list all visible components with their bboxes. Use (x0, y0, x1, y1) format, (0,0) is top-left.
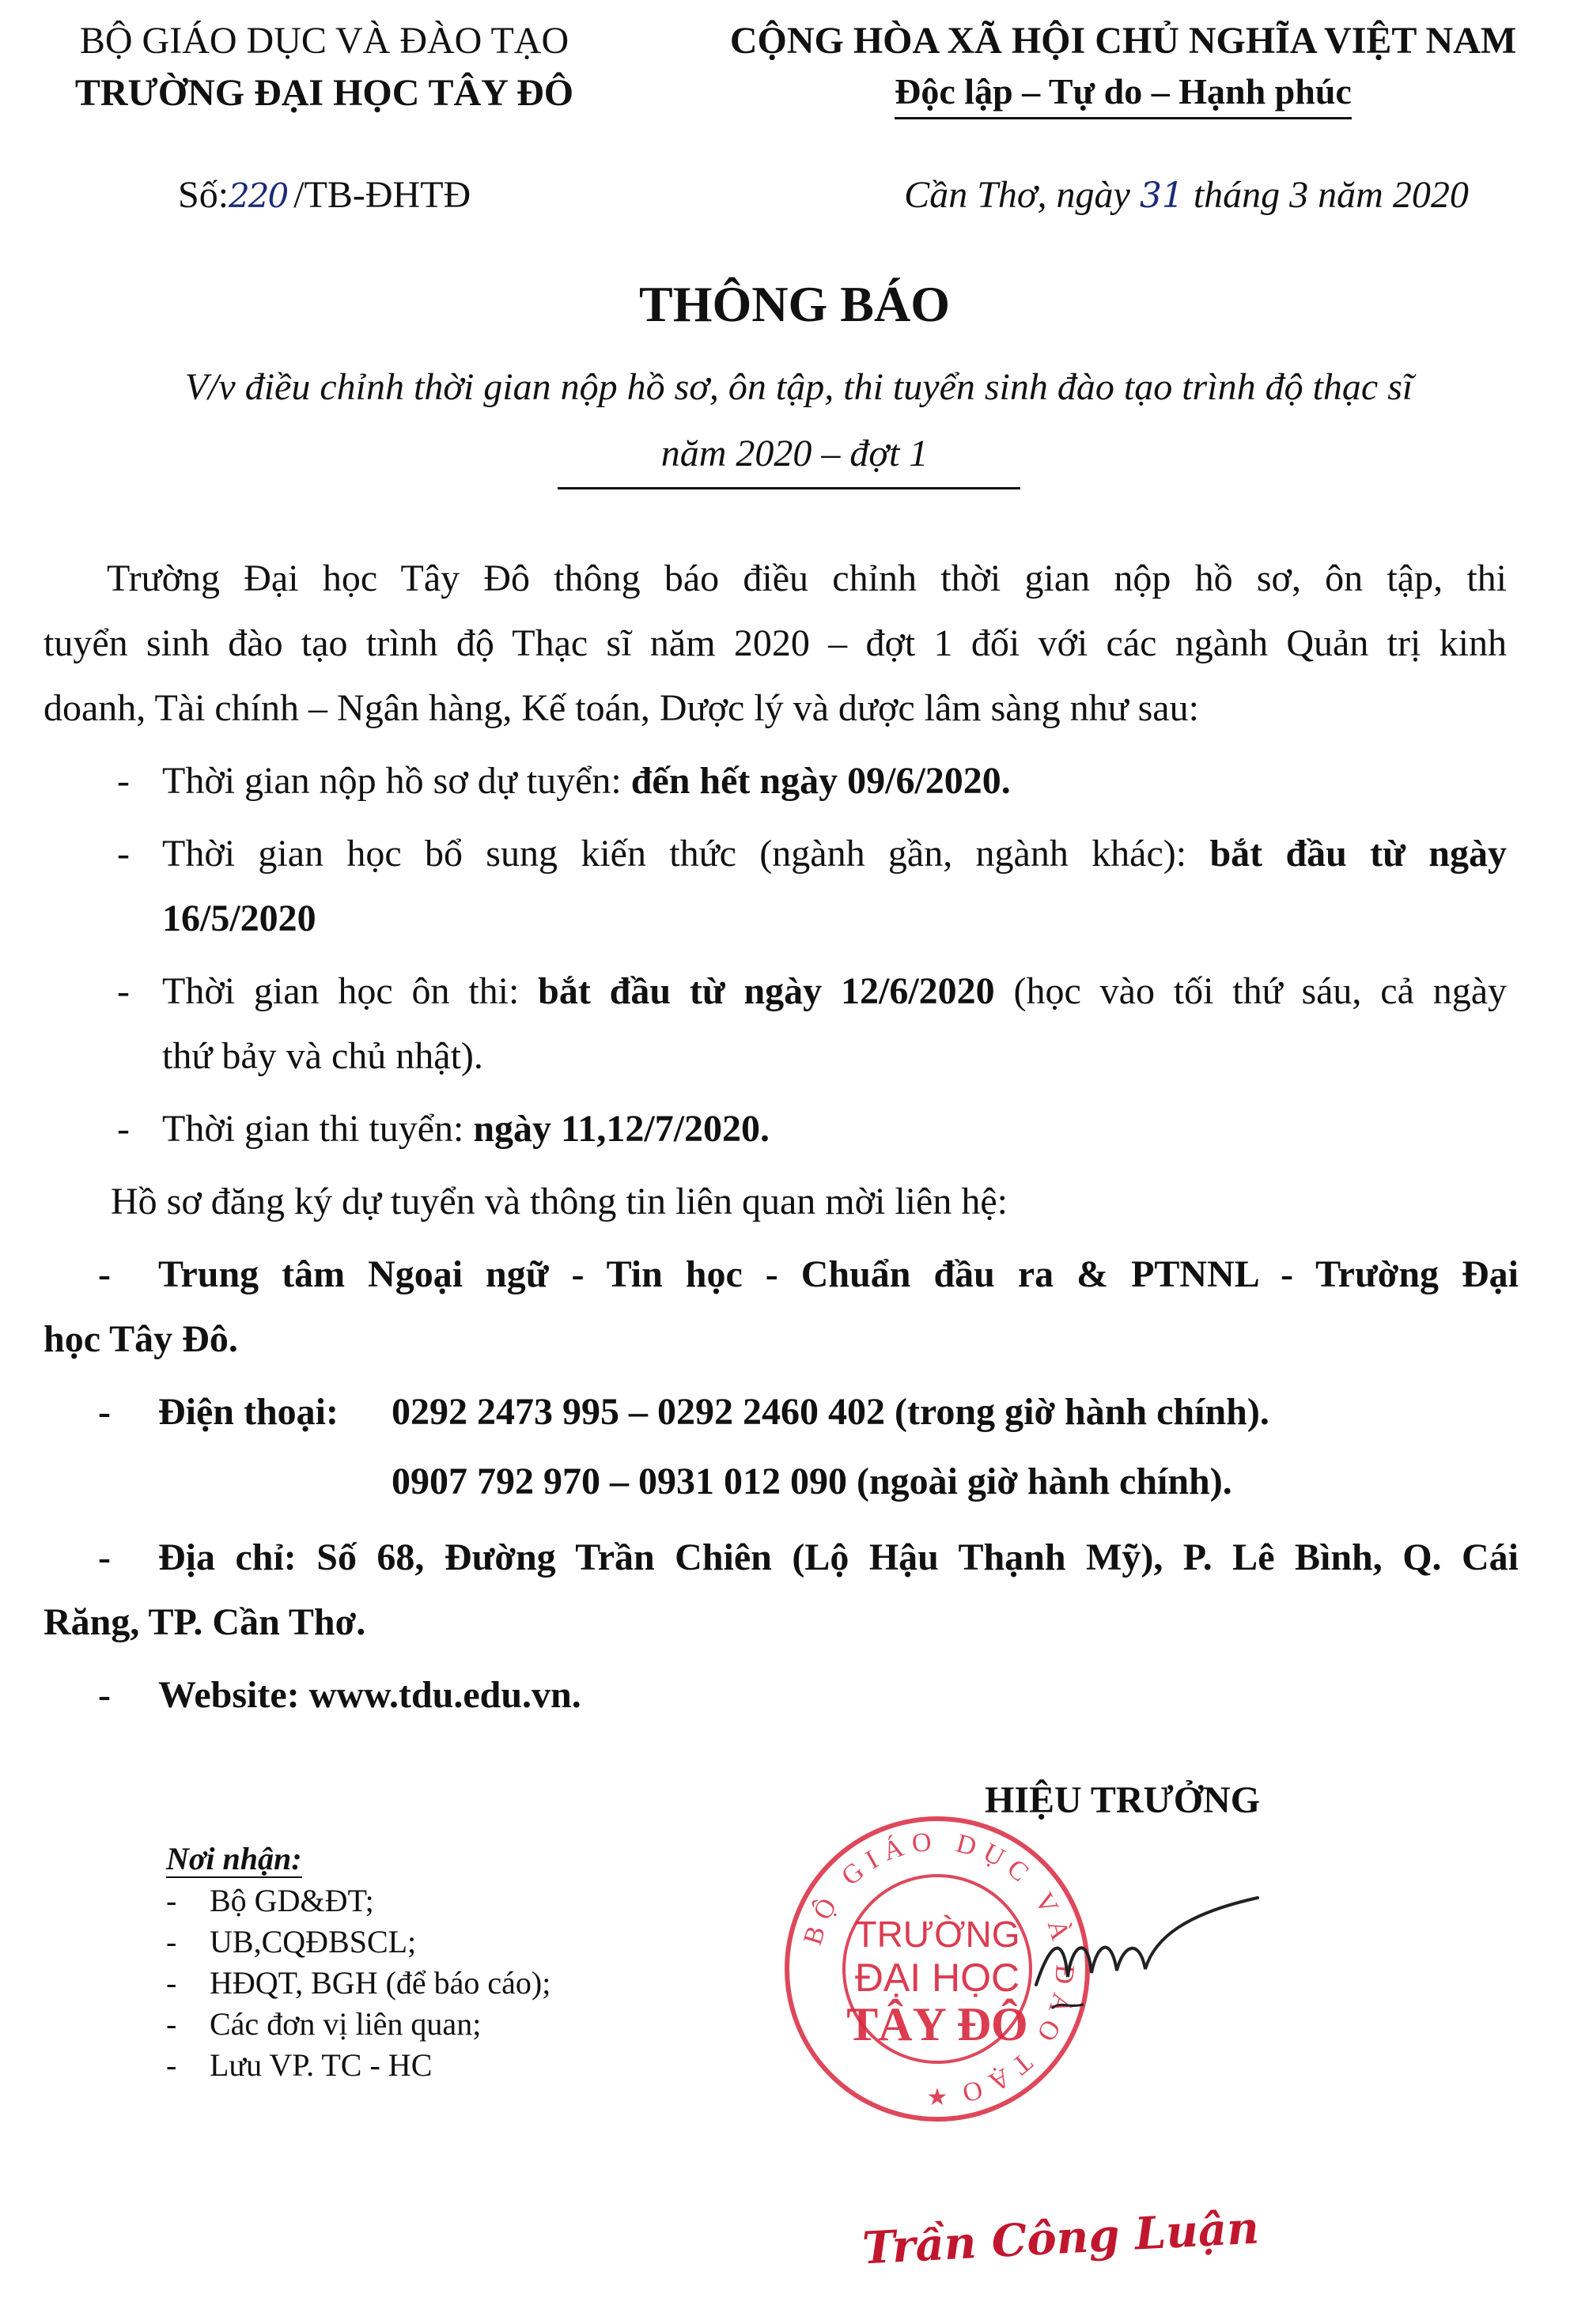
stamp-line-3: TÂY ĐÔ (846, 1998, 1028, 2050)
recipient-item: - UB,CQĐBSCL; (166, 1924, 417, 1959)
motto-subtitle-wrap (688, 68, 1558, 119)
page-title: THÔNG BÁO (639, 276, 950, 332)
address-line-2: Răng, TP. Cần Thơ. (44, 1601, 366, 1643)
recipient-text: HĐQT, BGH (để báo cáo); (210, 1965, 551, 2001)
recipients-heading (166, 1838, 302, 1880)
schedule-item-1 (162, 756, 1507, 807)
schedule-3-tail: (học vào tối thứ sáu, cả ngày (994, 970, 1507, 1012)
schedule-3-label: Thời gian học ôn thi: (162, 970, 539, 1012)
list-dash: - (117, 970, 130, 1012)
stamp-outer-text: BỘ GIÁO DỤC VÀ ĐÀO TẠO (798, 1827, 1080, 2110)
intro-line-2: tuyển sinh đào tạo trình độ Thạc sĩ năm 2020 – đợt 1 đối với các ngành Quản trị kinh (44, 622, 1507, 664)
schedule-item-2 (162, 829, 1507, 879)
recipient-item: - Bộ GD&ĐT; (166, 1883, 374, 1918)
phone-line-2: 0907 792 970 – 0931 012 090 (ngoài giờ hành chính). (392, 1461, 1232, 1502)
schedule-item-3 (162, 966, 1507, 1017)
address-line-1: Địa chỉ: Số 68, Đường Trần Chiên (Lộ Hậu Thạnh Mỹ), P. Lê Bình, Q. Cái (158, 1536, 1519, 1578)
national-motto: CỘNG HÒA XÃ HỘI CHỦ NGHĨA VIỆT NAM (729, 20, 1517, 62)
intro-line-1: Trường Đại học Tây Đô thông báo điều chỉnh thời gian nộp hồ sơ, ôn tập, thi (107, 557, 1507, 599)
intro-line-3: doanh, Tài chính – Ngân hàng, Kế toán, Dược lý và dược lâm sàng như sau: (44, 687, 1199, 729)
recipients-heading-text: Nơi nhận: (166, 1841, 302, 1876)
recipient-text: Các đơn vị liên quan; (210, 2006, 482, 2042)
contact-center-line-2: học Tây Đô. (44, 1318, 238, 1360)
phone-label: Điện thoại: (158, 1391, 339, 1433)
recipient-text: Bộ GD&ĐT; (210, 1883, 374, 1918)
list-dash: - (98, 1674, 111, 1716)
ministry-name: BỘ GIÁO DỤC VÀ ĐÀO TẠO (79, 20, 569, 62)
website: Website: www.tdu.edu.vn. (158, 1674, 581, 1716)
document-date (823, 170, 1550, 221)
date-prefix: Cần Thơ, ngày (904, 174, 1130, 216)
stamp-line-2: ĐẠI HỌC (854, 1956, 1020, 2000)
schedule-1-value: đến hết ngày 09/6/2020. (630, 760, 1011, 802)
date-day-handwritten: 31 (1139, 176, 1184, 216)
signature-name-handwritten: Trần Công Luận (861, 2201, 1261, 2275)
date-suffix: tháng 3 năm 2020 (1193, 174, 1469, 216)
list-dash: - (117, 1108, 130, 1150)
list-dash: - (117, 760, 130, 802)
motto-subtitle: Độc lập – Tự do – Hạnh phúc (895, 68, 1352, 119)
schedule-4-value: ngày 11,12/7/2020. (473, 1108, 770, 1150)
schedule-2-value-cont: 16/5/2020 (162, 897, 316, 939)
recipient-text: Lưu VP. TC - HC (210, 2047, 433, 2083)
signature-title: HIỆU TRƯỞNG (985, 1779, 1261, 1821)
university-name: TRƯỜNG ĐẠI HỌC TÂY ĐÔ (74, 72, 574, 114)
phone-line-1: 0292 2473 995 – 0292 2460 402 (trong giờ hành chính). (392, 1391, 1269, 1433)
schedule-2-value: bắt đầu từ ngày (1209, 833, 1507, 875)
schedule-4-label: Thời gian thi tuyển: (162, 1108, 474, 1150)
recipient-item: - Lưu VP. TC - HC (166, 2047, 433, 2083)
stamp-line-1: TRƯỜNG (854, 1914, 1020, 1955)
doc-no-suffix: /TB-ĐHTĐ (293, 174, 471, 216)
list-dash: - (117, 833, 130, 875)
subject-line-1: V/v điều chỉnh thời gian nộp hồ sơ, ôn tập, thi tuyển sinh đào tạo trình độ thạc sĩ (184, 366, 1413, 408)
contact-intro: Hồ sơ đăng ký dự tuyển và thông tin liên quan mời liên hệ: (111, 1181, 1008, 1222)
schedule-1-label: Thời gian nộp hồ sơ dự tuyển: (162, 760, 631, 802)
doc-no-prefix: Số: (178, 174, 229, 216)
list-dash: - (98, 1536, 111, 1578)
contact-center-line-1: Trung tâm Ngoại ngữ - Tin học - Chuẩn đầu ra & PTNNL - Trường Đại (158, 1253, 1519, 1295)
recipient-item: - HĐQT, BGH (để báo cáo); (166, 1965, 551, 2001)
signature-scribble-icon (1028, 1890, 1266, 2032)
recipient-text: UB,CQĐBSCL; (210, 1924, 417, 1959)
doc-no-handwritten: 220 (229, 176, 288, 215)
list-dash: - (98, 1253, 111, 1295)
list-dash: - (98, 1391, 111, 1433)
schedule-item-4 (162, 1104, 1507, 1154)
recipient-item: - Các đơn vị liên quan; (166, 2006, 482, 2042)
schedule-3-value: bắt đầu từ ngày 12/6/2020 (538, 970, 995, 1012)
subject-line-2: năm 2020 – đợt 1 (660, 433, 929, 474)
schedule-2-label: Thời gian học bổ sung kiến thức (ngành gần, ngành khác): (162, 833, 1210, 875)
document-number (178, 170, 653, 221)
schedule-3-tail-cont: thứ bảy và chủ nhật). (162, 1035, 483, 1077)
subject-underline (558, 487, 1020, 489)
stamp-star-icon: ★ (926, 2084, 948, 2110)
